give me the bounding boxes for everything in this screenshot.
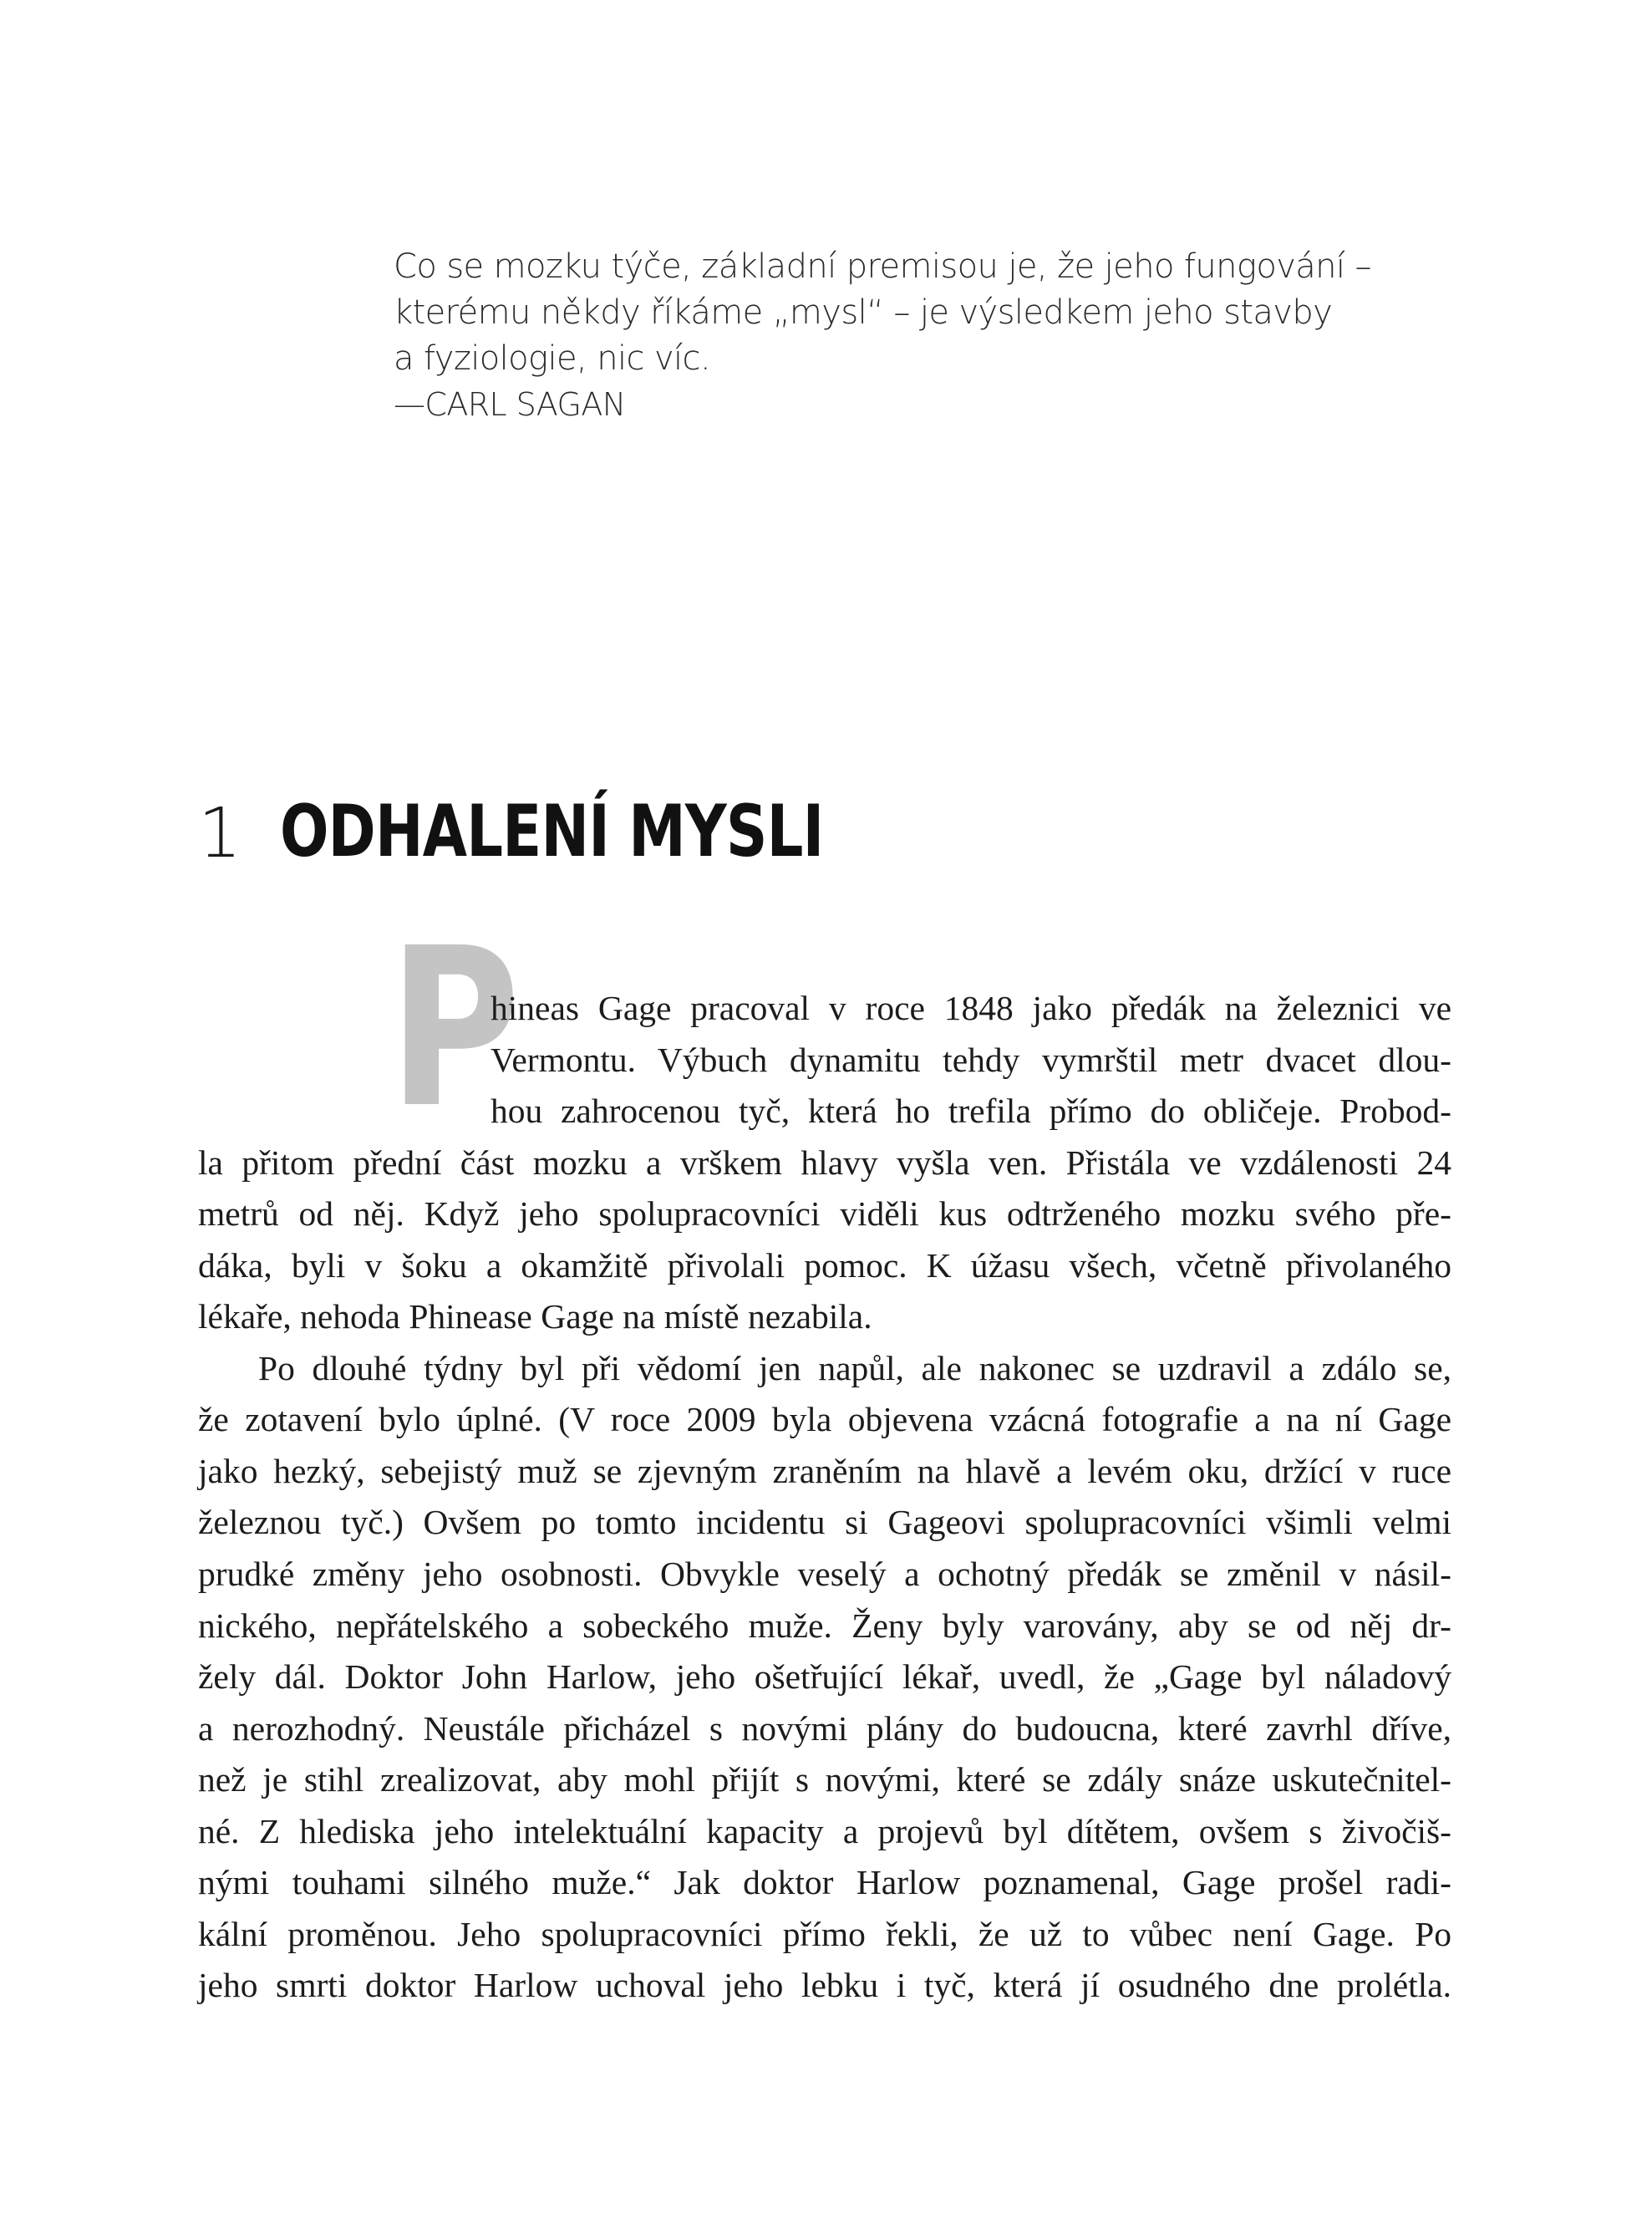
body-line: kální proměnou. Jeho spolupracovníci přímo řekli, že už to vůbec není Gage. Po bbox=[198, 1914, 1451, 1953]
epigraph-line: kterému někdy říkáme „mysl“ – je výsledkem jeho stavby bbox=[394, 293, 1333, 332]
body-line: dáka, byli v šoku a okamžitě přivolali pomoc. K úžasu všech, včetně přivolaného bbox=[198, 1245, 1451, 1285]
epigraph-line: a fyziologie, nic víc. bbox=[394, 339, 711, 378]
body-line: Vermontu. Výbuch dynamitu tehdy vymrštil metr dvacet dlou- bbox=[491, 1040, 1451, 1079]
body-line: že zotavení bylo úplné. (V roce 2009 byla objevena vzácná fotografie a na ní Gage bbox=[198, 1400, 1451, 1439]
body-line: železnou tyč.) Ovšem po tomto incidentu si Gageovi spolupracovníci všimli velmi bbox=[198, 1503, 1451, 1542]
body-line: nického, nepřátelského a sobeckého muže. Ženy byly varovány, aby se od něj dr- bbox=[198, 1606, 1451, 1645]
epigraph-author: —CARL SAGAN bbox=[394, 386, 626, 423]
body-line: prudké změny jeho osobnosti. Obvykle veselý a ochotný předák se změnil v násil- bbox=[198, 1555, 1451, 1594]
chapter-heading bbox=[198, 790, 959, 873]
body-line: Po dlouhé týdny byl při vědomí jen napůl, ale nakonec se uzdravil a zdálo se, bbox=[258, 1348, 1451, 1387]
body-line: než je stihl zrealizovat, aby mohl přijít s novými, které se zdály snáze uskutečnitel- bbox=[198, 1760, 1451, 1799]
body-line: hou zahrocenou tyč, která ho trefila přímo do obličeje. Probod- bbox=[491, 1092, 1451, 1131]
drop-cap: P bbox=[389, 901, 521, 1156]
body-line: jeho smrti doktor Harlow uchoval jeho lebku i tyč, která jí osudného dne prolétla. bbox=[198, 1966, 1451, 2005]
body-line: žely dál. Doktor John Harlow, jeho ošetřující lékař, uvedl, že „Gage byl náladový bbox=[198, 1657, 1451, 1697]
body-line: la přitom přední část mozku a vrškem hlavy vyšla ven. Přistála ve vzdálenosti 24 bbox=[198, 1143, 1451, 1182]
body-line: hineas Gage pracoval v roce 1848 jako předák na železnici ve bbox=[491, 989, 1451, 1027]
epigraph bbox=[394, 244, 1480, 428]
body-line: a nerozhodný. Neustále přicházel s novými plány do budoucna, které zavrhl dříve, bbox=[198, 1708, 1451, 1748]
body-line: nými touhami silného muže.“ Jak doktor Harlow poznamenal, Gage prošel radi- bbox=[198, 1863, 1451, 1902]
epigraph-line: Co se mozku týče, základní premisou je, že jeho fungování – bbox=[394, 247, 1371, 286]
body-text bbox=[198, 983, 1451, 2012]
body-line: lékaře, nehoda Phinease Gage na místě nezabila. bbox=[198, 1297, 872, 1336]
chapter-title: ODHALENÍ MYSLI bbox=[280, 790, 824, 873]
body-line: jako hezký, sebejistý muž se zjevným zraněním na hlavě a levém oku, držící v ruce bbox=[198, 1451, 1451, 1490]
chapter-number: 1 bbox=[198, 794, 242, 873]
body-line: né. Z hlediska jeho intelektuální kapacity a projevů byl dítětem, ovšem s živočiš- bbox=[198, 1811, 1451, 1850]
body-line: metrů od něj. Když jeho spolupracovníci viděli kus odtrženého mozku svého pře- bbox=[198, 1194, 1451, 1234]
